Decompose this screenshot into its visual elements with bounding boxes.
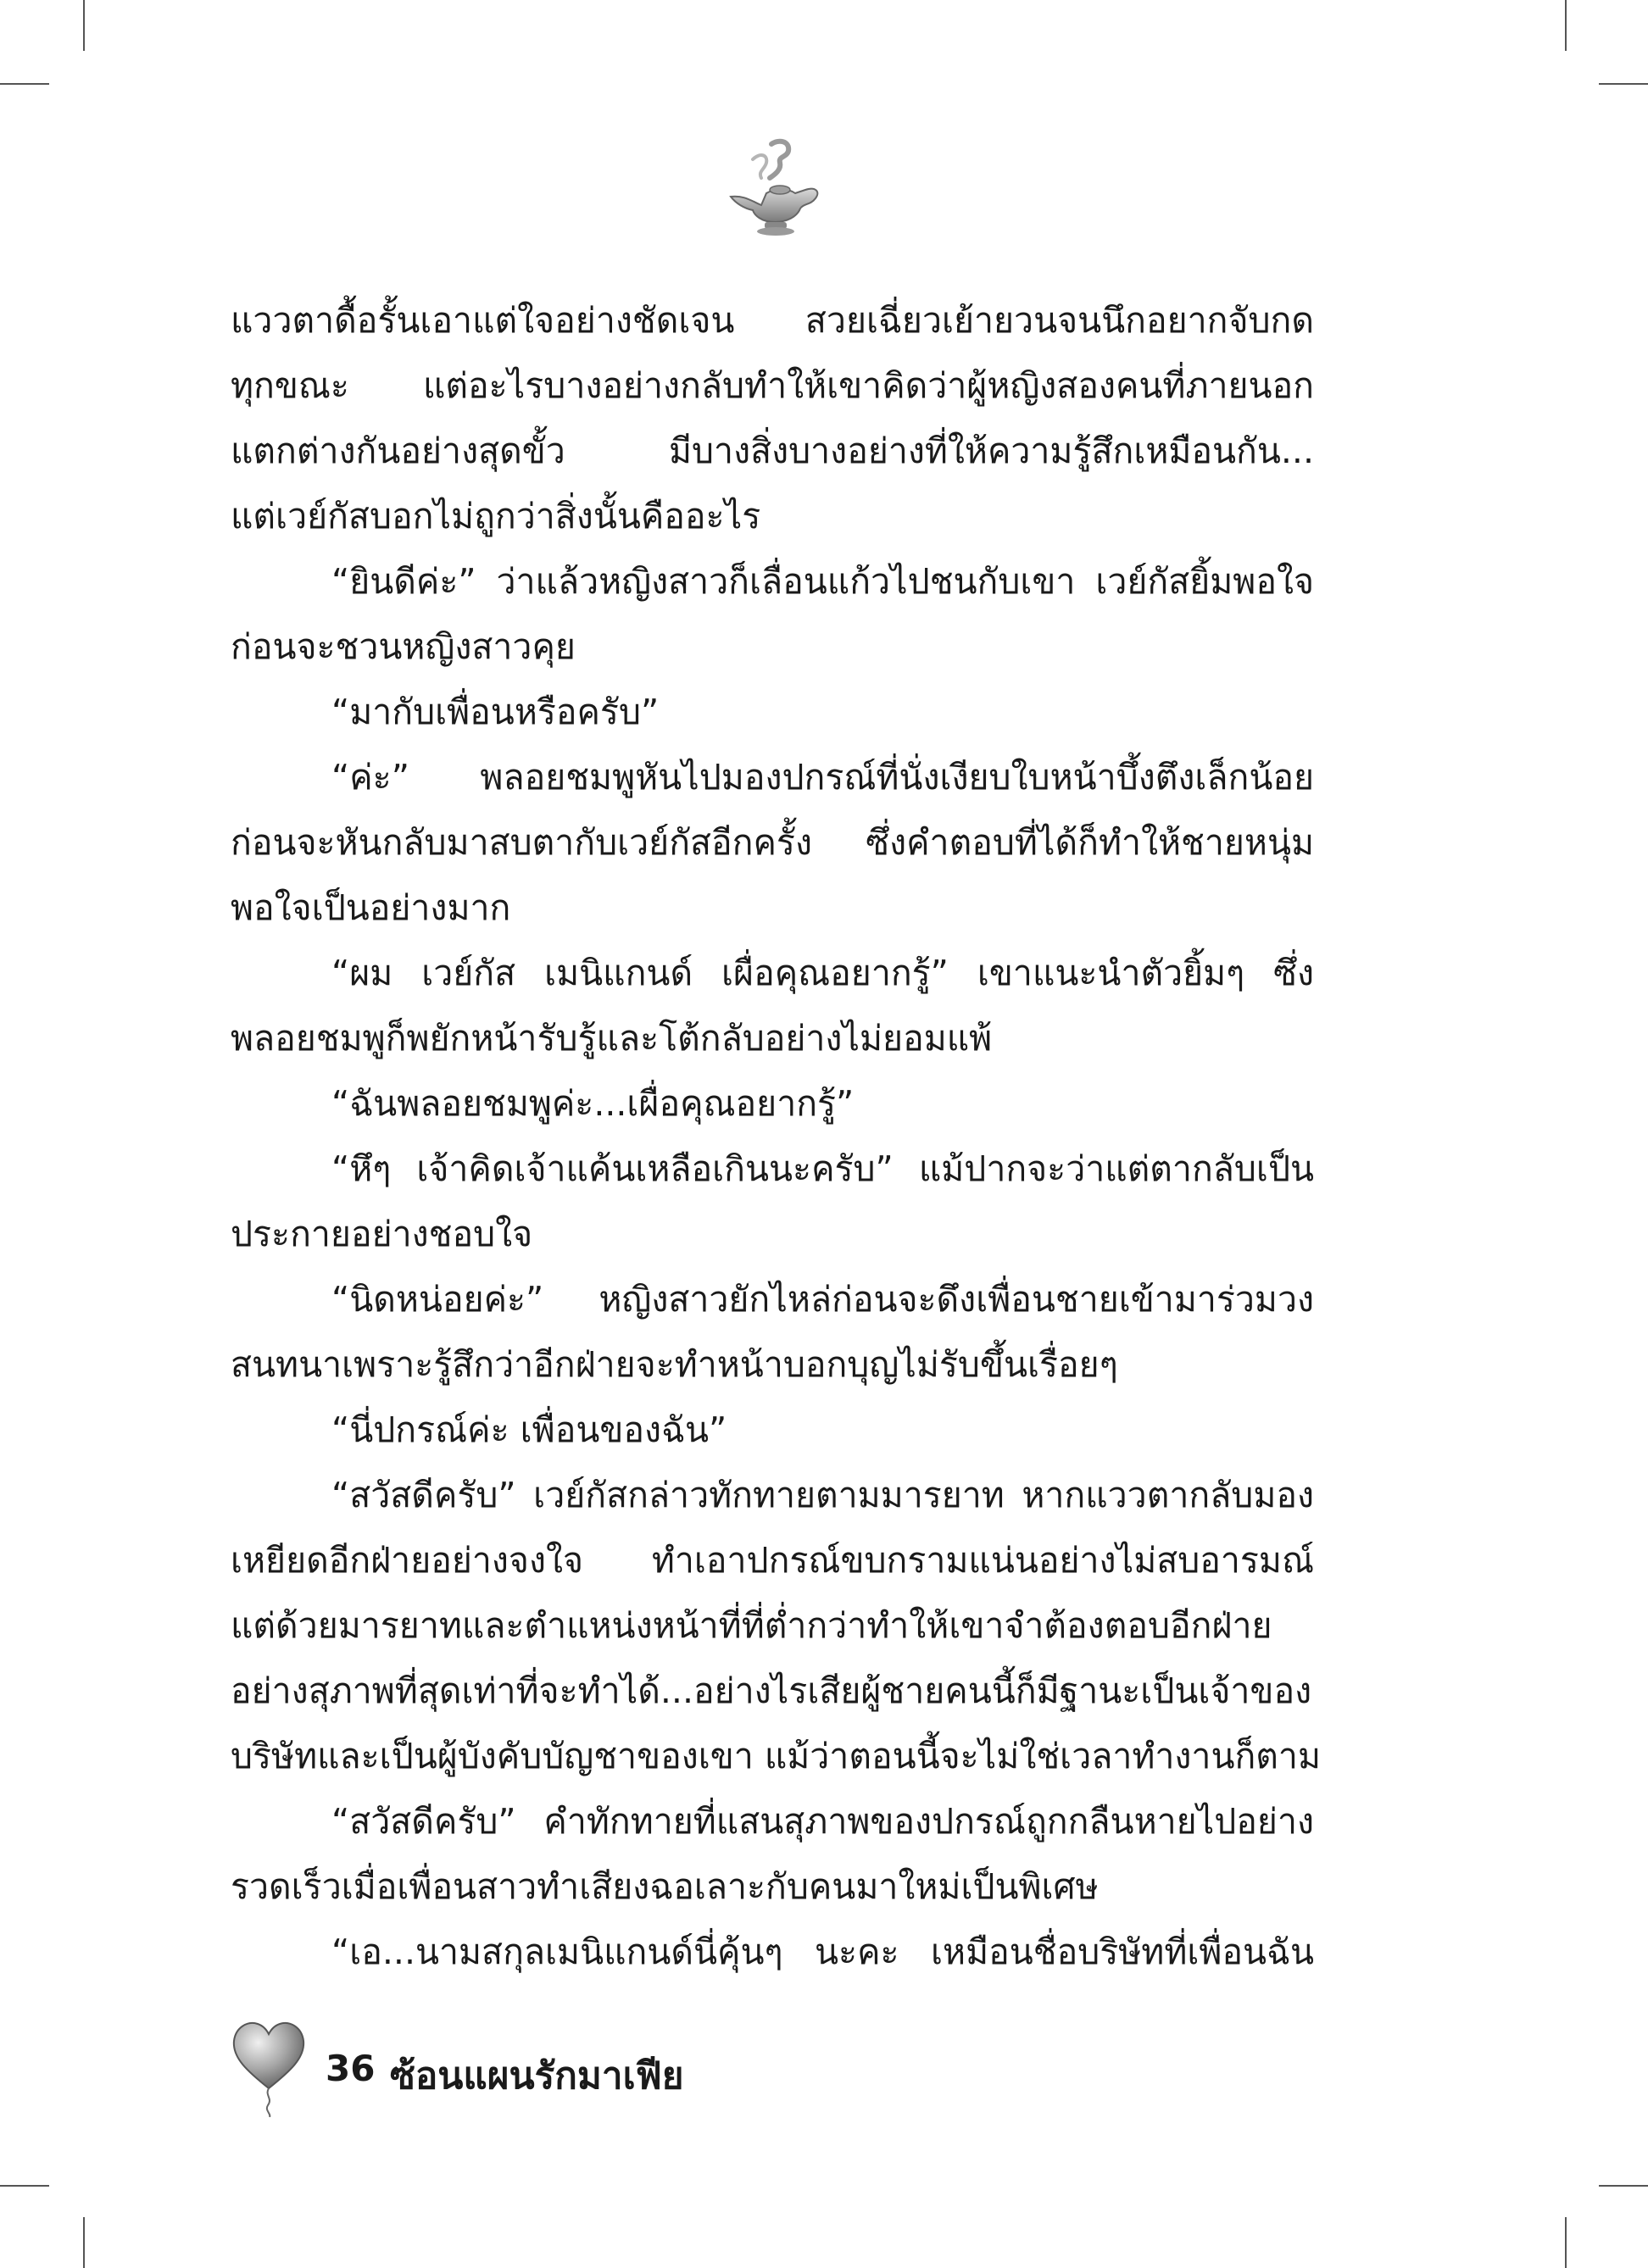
text-line: เหยียดอีกฝ่ายอย่างจงใจ ทำเอาปกรณ์ขบกรามแน่นอย่างไม่สบอารมณ์ (231, 1540, 1314, 1581)
text-line: “นิดหน่อยค่ะ” หญิงสาวยักไหล่ก่อนจะดึงเพื่อนชายเข้ามาร่วมวง (331, 1279, 1314, 1320)
text-line: “ฉันพลอยชมพูค่ะ...เผื่อคุณอยากรู้” (331, 1083, 855, 1124)
text-line: พลอยชมพูก็พยักหน้ารับรู้และโต้กลับอย่างไม่ยอมแพ้ (231, 1018, 993, 1059)
text-line: ก่อนจะหันกลับมาสบตากับเวย์กัสอีกครั้ง ซึ่งคำตอบที่ได้ก็ทำให้ชายหนุ่ม (231, 822, 1314, 863)
text-line: ประกายอย่างชอบใจ (231, 1214, 533, 1254)
text-line: พอใจเป็นอย่างมาก (231, 887, 511, 928)
crop-mark (1599, 2185, 1648, 2187)
text-line: ก่อนจะชวนหญิงสาวคุย (231, 626, 576, 667)
text-line: แตกต่างกันอย่างสุดขั้ว มีบางสิ่งบางอย่างที่ให้ความรู้สึกเหมือนกัน... (231, 431, 1314, 471)
crop-mark (0, 2185, 49, 2187)
page-footer (231, 2015, 994, 2134)
text-line: “ผม เวย์กัส เมนิแกนด์ เผื่อคุณอยากรู้” เขาแนะนำตัวยิ้มๆ ซึ่ง (331, 953, 1314, 993)
page-number: 36 (326, 2048, 376, 2089)
text-line: แววตาดื้อรั้นเอาแต่ใจอย่างชัดเจน สวยเฉี่ยวเย้ายวนจนนึกอยากจับกด (231, 300, 1314, 341)
text-line: แต่เวย์กัสบอกไม่ถูกว่าสิ่งนั้นคืออะไร (231, 496, 761, 536)
crop-mark (83, 2217, 85, 2268)
text-line: “มากับเพื่อนหรือครับ” (331, 692, 660, 732)
text-line: บริษัทและเป็นผู้บังคับบัญชาของเขา แม้ว่าตอนนี้จะไม่ใช่เวลาทำงานก็ตาม (231, 1736, 1321, 1776)
crop-mark (1565, 2217, 1567, 2268)
text-line: “สวัสดีครับ” คำทักทายที่แสนสุภาพของปกรณ์ถูกกลืนหายไปอย่าง (331, 1801, 1314, 1842)
crop-mark (0, 83, 49, 85)
text-line: “เอ...นามสกุลเมนิแกนด์นี่คุ้นๆ นะคะ เหมือนชื่อบริษัทที่เพื่อนฉัน (331, 1932, 1314, 1972)
text-line: รวดเร็วเมื่อเพื่อนสาวทำเสียงฉอเลาะกับคนมาใหม่เป็นพิเศษ (231, 1866, 1099, 1907)
text-line: “ยินดีค่ะ” ว่าแล้วหญิงสาวก็เลื่อนแก้วไปชนกับเขา เวย์กัสยิ้มพอใจ (331, 561, 1314, 602)
crop-mark (1565, 0, 1567, 51)
text-line: สนทนาเพราะรู้สึกว่าอีกฝ่ายจะทำหน้าบอกบุญไม่รับขึ้นเรื่อยๆ (231, 1344, 1118, 1385)
text-line: “หึๆ เจ้าคิดเจ้าแค้นเหลือเกินนะครับ” แม้ปากจะว่าแต่ตากลับเป็น (331, 1148, 1314, 1189)
text-line: “นี่ปกรณ์ค่ะ เพื่อนของฉัน” (331, 1409, 727, 1450)
text-line: แต่ด้วยมารยาทและตำแหน่งหน้าที่ที่ต่ำกว่าทำให้เขาจำต้องตอบอีกฝ่าย (231, 1605, 1272, 1646)
text-line: ทุกขณะ แต่อะไรบางอย่างกลับทำให้เขาคิดว่าผู้หญิงสองคนที่ภายนอก (231, 365, 1314, 406)
book-title: ซ้อนแผนรักมาเฟีย (390, 2054, 684, 2098)
crop-mark (1599, 83, 1648, 85)
crop-mark (83, 0, 85, 51)
text-line: “สวัสดีครับ” เวย์กัสกล่าวทักทายตามมารยาท หากแววตากลับมอง (331, 1475, 1314, 1515)
text-line: “ค่ะ” พลอยชมพูหันไปมองปกรณ์ที่นั่งเงียบใบหน้าบึ้งตึงเล็กน้อย (331, 757, 1314, 798)
body-text (231, 288, 1321, 1985)
text-line: อย่างสุภาพที่สุดเท่าที่จะทำได้...อย่างไรเสียผู้ชายคนนี้ก็มีฐานะเป็นเจ้าของ (231, 1670, 1312, 1711)
heart-balloon-icon (231, 2015, 307, 2117)
genie-lamp-icon (727, 137, 822, 237)
